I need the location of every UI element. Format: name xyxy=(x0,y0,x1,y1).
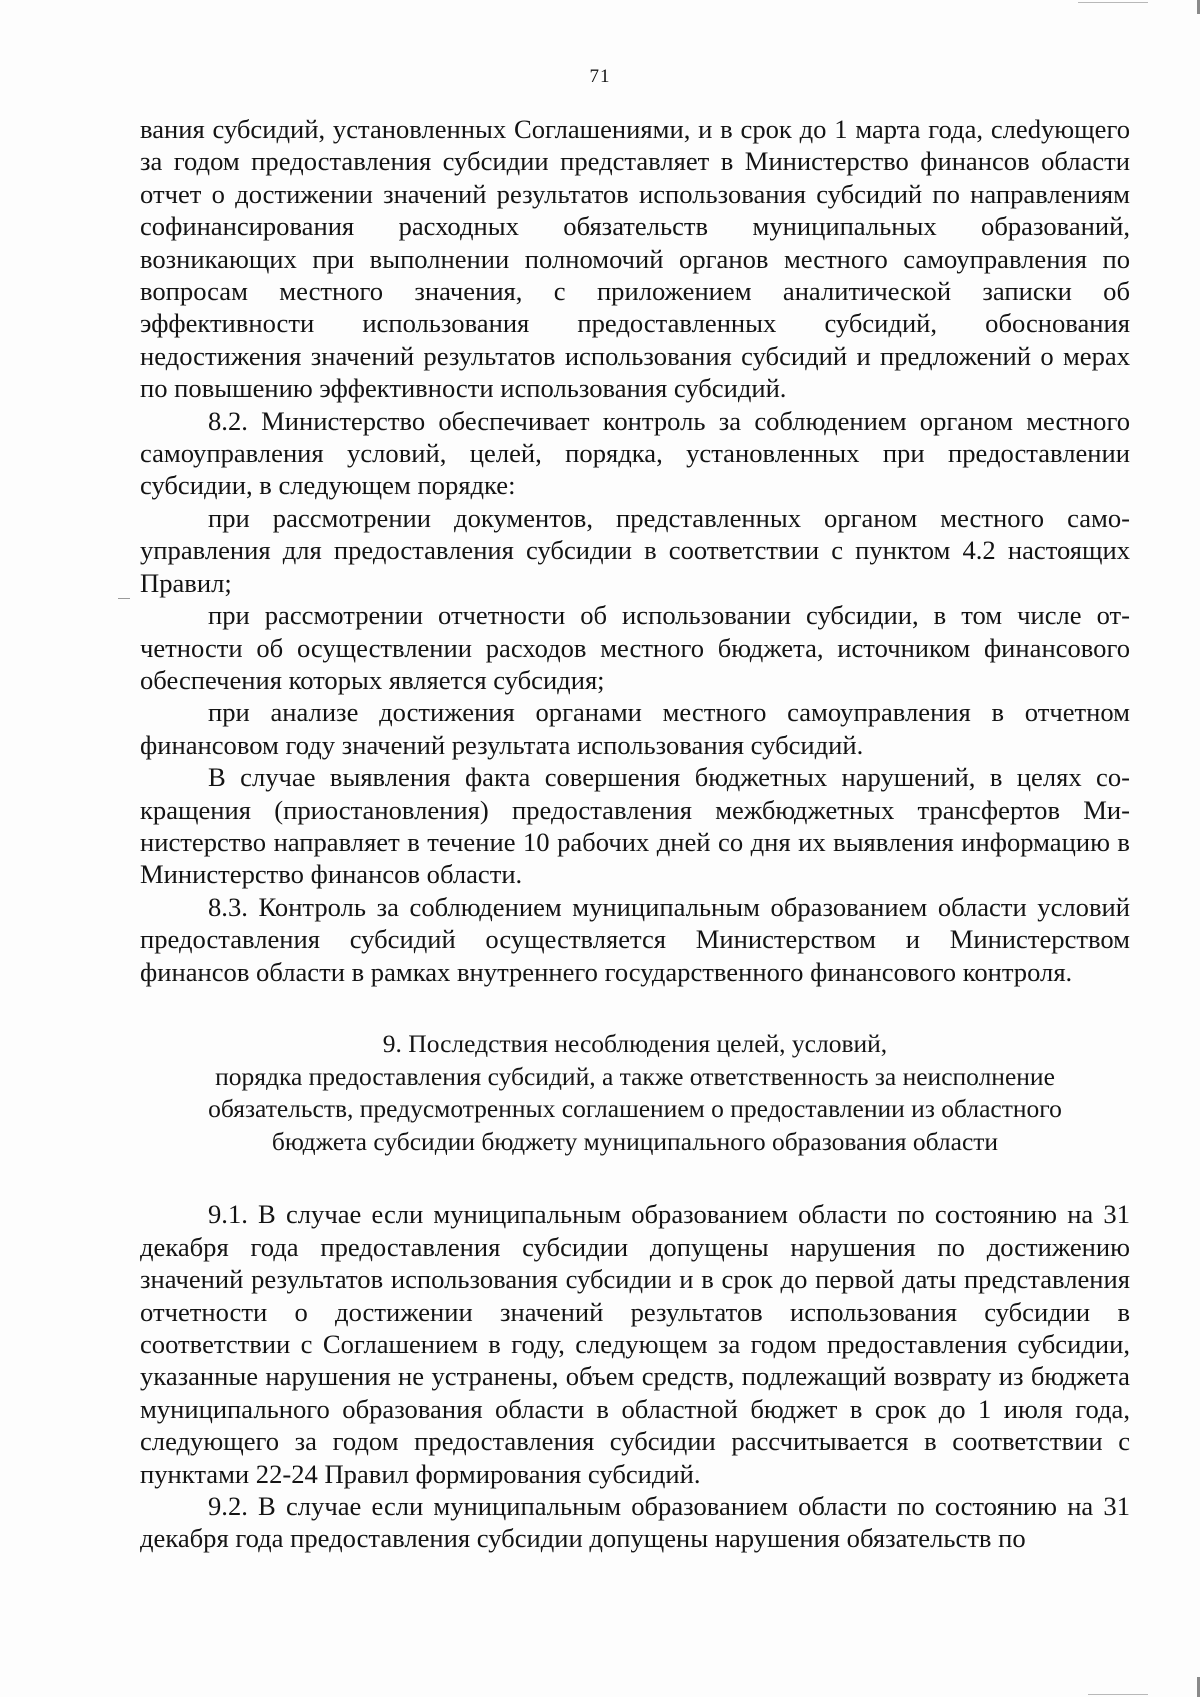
paragraph: В случае выявления факта совершения бюджетных нарушений, в целях сокращения (приостановления) предоставления межбюджетных трансфертов Министерство направляет в течение 10 рабочих дней со дня их выявления информацию в Министерство финансов области. xyxy=(140,762,1130,890)
scan-edge-mark xyxy=(1078,2,1148,3)
paragraph: при анализе достижения органами местного самоуправления в отчетном финансовом году значений результата использования субсидий. xyxy=(140,697,1130,760)
page-number: 71 xyxy=(589,66,611,87)
paragraph: 8.2. Министерство обеспечивает контроль за соблюдением органом местного самоуправления условий, целей, порядка, установленных при предоставлении субсидии, в следующем порядке: xyxy=(140,405,1130,501)
paragraph: при рассмотрении отчетности об использовании субсидии, в том числе отчетности об осуществлении расходов местного бюджета, источником финансового обеспечения которых является субсидия; xyxy=(140,600,1130,695)
document-body xyxy=(140,113,1130,1555)
section-heading-line: порядка предоставления субсидий, а также ответственность за неисполнение xyxy=(215,1061,1055,1091)
section-heading-line: 9. Последствия несоблюдения целей, условий, xyxy=(382,1028,888,1058)
paragraph: при рассмотрении документов, представленных органом местного самоуправления для предоставления субсидии в соответствии с пунктом 4.2 настоящих Правил; xyxy=(140,502,1130,598)
scan-edge-mark xyxy=(1088,1694,1148,1695)
section-heading-line: обязательств, предусмотренных соглашением о предоставлении из областного xyxy=(208,1094,1062,1124)
paragraph: 8.3. Контроль за соблюдением муниципальным образованием области условий предоставления субсидий осуществляется Министерством и Министерством финансов области в рамках внутреннего государственного финансового контроля. xyxy=(140,891,1130,987)
scan-margin-mark xyxy=(118,598,130,599)
paragraph: 9.2. В случае если муниципальным образованием области по состоянию на 31 декабря года предоставления субсидии допущены нарушения обязательств по xyxy=(140,1491,1130,1554)
paragraph: 9.1. В случае если муниципальным образованием области по состоянию на 31 декабря года предоставления субсидии допущены нарушения по достижению значений результатов использования субсидии и в срок до первой даты представления отчетности о достижении значений результатов использования субсидии в соответствии с Соглашением в году, следующем за годом предоставления субсидии, указанные нарушения не устранены, объем средств, подлежащий возврату из бюджета муниципального образования области в областной бюджет в срок до 1 июля года, следующего за годом предоставления субсидии рассчитывается в соответствии с пунктами 22-24 Правил формирования субсидий. xyxy=(140,1199,1130,1489)
paragraph: вания субсидий, установленных Соглашениями, и в срок до 1 марта года, слеdующего за годом предоставления субсидии представляет в Министерство финансов области отчет о достижении значений результатов использования субсидий по направлениям софинансирования расходных обязательств муниципальных образований, возникающих при выполнении полномочий органов местного самоуправления по вопросам местного значения, с приложением аналитической записки об эффективности использования предоставленных субсидий, обоснования недостижения значений результатов использования субсидий и предложений о мерах по повышению эффективности использования субсидий. xyxy=(140,114,1130,404)
section-heading xyxy=(140,1028,1130,1158)
section-heading-line: бюджета субсидии бюджету муниципального образования области xyxy=(271,1126,999,1156)
